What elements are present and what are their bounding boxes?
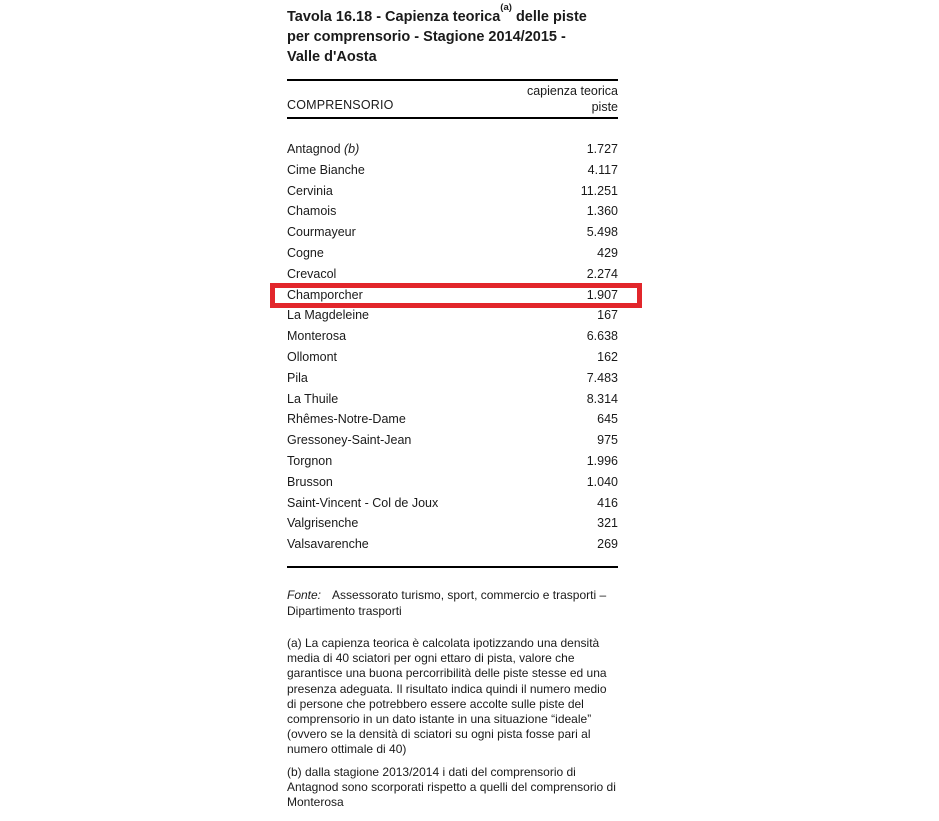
title-text: Tavola 16.18 - Capienza teorica bbox=[287, 8, 501, 25]
row-comprensorio: Monterosa bbox=[287, 329, 347, 344]
table-title-line1 bbox=[287, 3, 647, 27]
row-comprensorio: La Thuile bbox=[287, 391, 339, 406]
row-comprensorio: Brusson bbox=[287, 474, 333, 489]
table-row bbox=[287, 347, 618, 368]
table-rule-header-bottom bbox=[287, 117, 618, 119]
table-rule-bottom bbox=[287, 566, 618, 568]
row-capienza-value: 6.638 bbox=[586, 329, 618, 344]
table-row bbox=[287, 181, 618, 202]
column-header-capienza bbox=[527, 81, 618, 117]
row-comprensorio: Cogne bbox=[287, 245, 324, 260]
source-label: Fonte: bbox=[287, 588, 322, 602]
highlight-box bbox=[270, 283, 642, 308]
source-text: Assessorato turismo, sport, commercio e trasporti – Dipartimento trasporti bbox=[287, 588, 607, 618]
row-capienza-value: 1.360 bbox=[586, 204, 618, 219]
table-row bbox=[287, 264, 618, 285]
row-capienza-value: 162 bbox=[597, 349, 618, 364]
table-row bbox=[287, 430, 618, 451]
row-capienza-value: 8.314 bbox=[586, 391, 618, 406]
table-title-line3: Valle d'Aosta bbox=[287, 48, 377, 65]
column-header-capienza-line2: piste bbox=[591, 99, 618, 114]
row-capienza-value: 416 bbox=[597, 495, 618, 510]
row-comprensorio: Antagnod (b) bbox=[287, 142, 360, 156]
row-comprensorio: Valsavarenche bbox=[287, 537, 369, 552]
table-title-line2: per comprensorio - Stagione 2014/2015 - bbox=[287, 28, 566, 45]
row-capienza-value: 321 bbox=[597, 516, 618, 531]
table-row bbox=[287, 451, 618, 472]
row-capienza-value: 1.727 bbox=[586, 142, 618, 156]
row-capienza-value: 975 bbox=[597, 433, 618, 448]
row-footnote-marker: (b) bbox=[340, 142, 360, 156]
footnote-marker-a: (a) bbox=[500, 2, 512, 13]
row-comprensorio: Torgnon bbox=[287, 453, 333, 468]
row-capienza-value: 167 bbox=[597, 308, 618, 323]
row-comprensorio: Crevacol bbox=[287, 266, 337, 281]
source-note bbox=[287, 588, 618, 619]
row-capienza-value: 4.117 bbox=[587, 162, 618, 177]
row-capienza-value: 1.907 bbox=[586, 287, 618, 302]
table-row bbox=[287, 160, 618, 181]
row-capienza-value: 429 bbox=[597, 245, 618, 260]
row-comprensorio: Saint-Vincent - Col de Joux bbox=[287, 495, 439, 510]
row-capienza-value: 5.498 bbox=[586, 225, 618, 240]
table-row bbox=[287, 201, 618, 222]
table-title bbox=[287, 3, 647, 67]
table-header bbox=[287, 81, 618, 117]
row-comprensorio: Rhêmes-Notre-Dame bbox=[287, 412, 406, 427]
row-comprensorio: Ollomont bbox=[287, 349, 338, 364]
table-row bbox=[287, 243, 618, 264]
row-capienza-value: 2.274 bbox=[586, 266, 618, 281]
row-capienza-value: 1.040 bbox=[586, 474, 618, 489]
row-capienza-value: 645 bbox=[597, 412, 618, 427]
table-row bbox=[287, 139, 618, 160]
table-row bbox=[287, 368, 618, 389]
table-row bbox=[287, 222, 618, 243]
table-row bbox=[287, 534, 618, 555]
column-header-capienza-line1: capienza teorica bbox=[526, 84, 618, 98]
row-comprensorio: Cime Bianche bbox=[287, 162, 365, 177]
table-row bbox=[287, 409, 618, 430]
title-text: delle piste bbox=[511, 8, 587, 25]
table-rows bbox=[287, 139, 618, 555]
table-row bbox=[287, 389, 618, 410]
row-comprensorio: Pila bbox=[287, 370, 308, 385]
footnote-a: (a) La capienza teorica è calcolata ipotizzando una densità media di 40 sciatori per ogni ettaro di pista, valore che garantisce una buona percorribilità delle piste stesse ed una presenza adeguata. Il risultato indica quindi il numero medio di persone che potrebbero essere accolte sulle piste del comprensorio in un dato istante in una situazione “ideale” (ovvero se la densità di sciatori su ogni pista fosse pari al numero ottimale di 40) bbox=[287, 636, 607, 757]
row-comprensorio: La Magdeleine bbox=[287, 308, 370, 323]
table-row bbox=[287, 305, 618, 326]
row-comprensorio: Courmayeur bbox=[287, 225, 356, 240]
row-capienza-value: 11.251 bbox=[580, 183, 618, 198]
table-row bbox=[287, 326, 618, 347]
table-row bbox=[287, 472, 618, 493]
row-capienza-value: 7.483 bbox=[586, 370, 618, 385]
row-comprensorio: Chamois bbox=[287, 204, 337, 219]
row-comprensorio: Champorcher bbox=[287, 287, 363, 302]
footnote-b: (b) dalla stagione 2013/2014 i dati del comprensorio di Antagnod sono scorporati rispetto a quelli del comprensorio di Monterosa bbox=[287, 765, 616, 810]
row-capienza-value: 1.996 bbox=[586, 453, 618, 468]
column-header-comprensorio: COMPRENSORIO bbox=[287, 98, 394, 112]
row-capienza-value: 269 bbox=[597, 537, 618, 552]
table-row bbox=[287, 493, 618, 514]
row-comprensorio: Cervinia bbox=[287, 183, 333, 198]
row-comprensorio: Gressoney-Saint-Jean bbox=[287, 433, 412, 448]
table-row bbox=[287, 513, 618, 534]
row-comprensorio: Valgrisenche bbox=[287, 516, 359, 531]
